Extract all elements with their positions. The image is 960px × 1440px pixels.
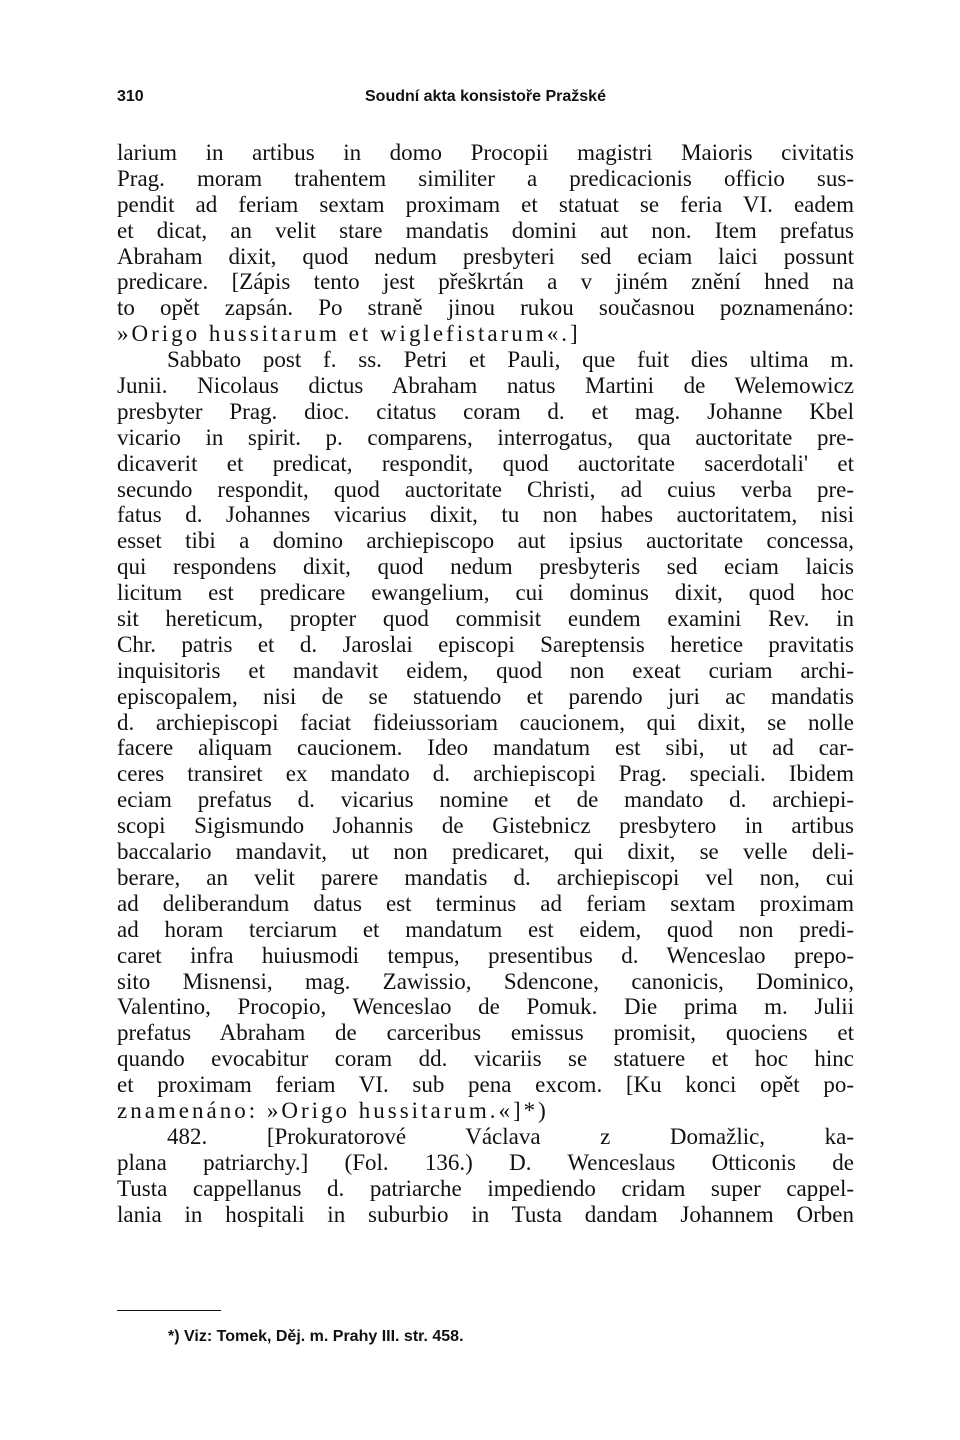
text-line: ad horam terciarum et mandatum est eidem, quod non predi- [117, 916, 854, 942]
text-line: Tusta cappellanus d. patriarche impediendo cridam super cappel- [117, 1175, 854, 1201]
text-line: znamenáno: »Origo hussitarum.«]*) [117, 1097, 549, 1123]
text-line: qui respondens dixit, quod nedum presbyteris sed eciam laicis [117, 554, 854, 580]
text-line: esset tibi a domino archiepiscopo aut ipsius auctoritate concessa, [117, 528, 854, 554]
text-line: lania in hospitali in suburbio in Tusta dandam Johannem Orben [117, 1201, 854, 1227]
text-line: fatus d. Johannes vicarius dixit, tu non habes auctoritatem, nisi [117, 502, 854, 528]
footnote: *) Viz: Tomek, Děj. m. Prahy III. str. 458. [168, 1328, 464, 1345]
text-line: predicare. [Zápis tento jest přeškrtán a v jiném znění hned na [117, 269, 854, 295]
text-line: ceres transiret ex mandato d. archiepiscopi Prag. speciali. Ibidem [117, 761, 854, 787]
text-line: facere aliquam caucionem. Ideo mandatum est sibi, ut ad car- [117, 735, 854, 761]
text-line: quando evocabitur coram dd. vicariis se statuere et hoc hinc [117, 1046, 854, 1072]
text-line: caret infra huiusmodi tempus, presentibus d. Wenceslao prepo- [117, 942, 854, 968]
page-header [117, 88, 854, 112]
text-line: et dicat, an velit stare mandatis domini aut non. Item prefatus [117, 217, 854, 243]
text-line: »Origo hussitarum et wiglefistarum«.] [117, 321, 581, 347]
text-line: Chr. patris et d. Jaroslai episcopi Sareptensis heretice pravitatis [117, 631, 854, 657]
text-line: Prag. moram trahentem similiter a predicacionis officio sus- [117, 165, 854, 191]
text-line: episcopalem, nisi de se statuendo et parendo juri ac mandatis [117, 683, 854, 709]
footnote-rule [117, 1310, 221, 1311]
text-line: vicario in spirit. p. comparens, interrogatus, qua auctoritate pre- [117, 424, 854, 450]
text-line: secundo respondit, quod auctoritate Christi, ad cuius verba pre- [117, 476, 854, 502]
page-number: 310 [117, 88, 144, 105]
text-line: d. archiepiscopi faciat fideiussoriam caucionem, qui dixit, se nolle [117, 709, 854, 735]
text-line: prefatus Abraham de carceribus emissus promisit, quociens et [117, 1020, 854, 1046]
text-line: baccalario mandavit, ut non predicaret, qui dixit, se velle deli- [117, 839, 854, 865]
text-line: plana patriarchy.] (Fol. 136.) D. Wenceslaus Otticonis de [117, 1149, 854, 1175]
text-line: ad deliberandum datus est terminus ad feriam sextam proximam [117, 890, 854, 916]
text-line: Valentino, Procopio, Wenceslao de Pomuk. Die prima m. Julii [117, 994, 854, 1020]
text-line: scopi Sigismundo Johannis de Gistebnicz presbytero in artibus [117, 813, 854, 839]
text-line: et proximam feriam VI. sub pena excom. [Ku konci opět po- [117, 1072, 854, 1098]
text-line: presbyter Prag. dioc. citatus coram d. et mag. Johanne Kbel [117, 398, 854, 424]
text-line: to opět zapsán. Po straně jinou rukou současnou poznamenáno: [117, 295, 854, 321]
text-line: dicaverit et predicat, respondit, quod auctoritate sacerdotali' et [117, 450, 854, 476]
text-line: Sabbato post f. ss. Petri et Pauli, que fuit dies ultima m. [167, 347, 854, 373]
text-line: sito Misnensi, mag. Zawissio, Sdencone, canonicis, Dominico, [117, 968, 854, 994]
text-line: Junii. Nicolaus dictus Abraham natus Martini de Welemowicz [117, 373, 854, 399]
text-line: Abraham dixit, quod nedum presbyteri sed eciam laici possunt [117, 243, 854, 269]
text-line: larium in artibus in domo Procopii magistri Maioris civitatis [117, 140, 854, 165]
text-line: sit hereticum, propter quod commisit eundem examini Rev. in [117, 606, 854, 632]
text-line: berare, an velit parere mandatis d. archiepiscopi vel non, cui [117, 864, 854, 890]
text-line: 482. [Prokuratorové Václava z Domažlic, ka- [167, 1123, 854, 1149]
running-title: Soudní akta konsistoře Pražské [365, 88, 606, 105]
text-line: inquisitoris et mandavit eidem, quod non exeat curiam archi- [117, 657, 854, 683]
text-line: eciam prefatus d. vicarius nomine et de mandato d. archiepi- [117, 787, 854, 813]
text-line: licitum est predicare ewangelium, cui dominus dixit, quod hoc [117, 580, 854, 606]
body-text [117, 140, 854, 1227]
text-line: pendit ad feriam sextam proximam et statuat se feria VI. eadem [117, 191, 854, 217]
